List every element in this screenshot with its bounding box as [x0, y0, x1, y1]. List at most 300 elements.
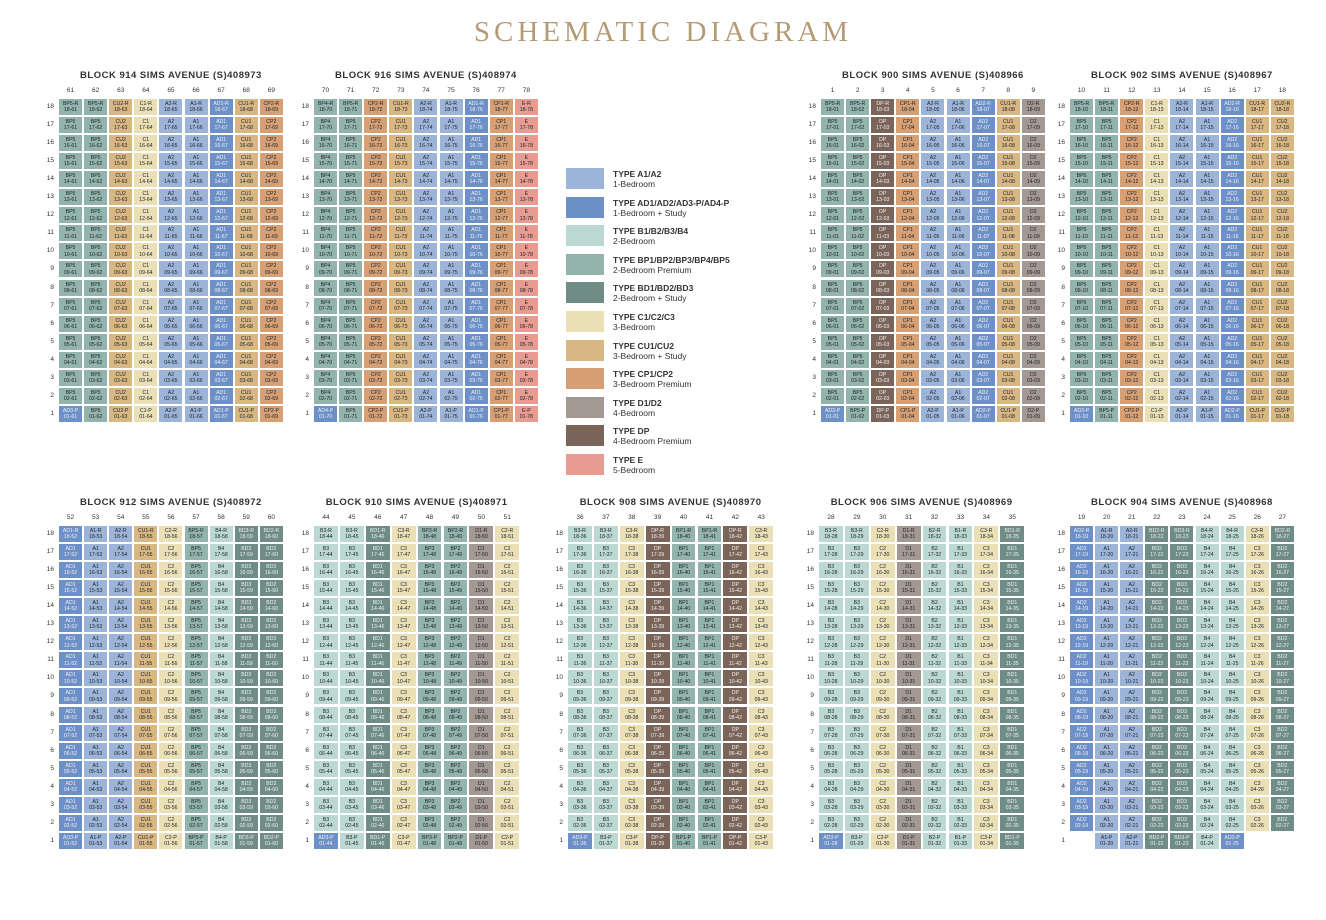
- unit-cell: BP1 16-40: [671, 561, 697, 579]
- unit-cell: A1 08-20: [1094, 706, 1119, 724]
- unit-cell: A2 04-74: [413, 351, 438, 369]
- unit-cell: C3 16-47: [391, 561, 417, 579]
- unit-cell: D2 15-09: [1021, 152, 1046, 170]
- unit-cell: C2 16-51: [494, 561, 520, 579]
- unit-cell: C2-P 01-51: [494, 832, 520, 850]
- unit-cell: D1 14-31: [896, 597, 922, 615]
- unit-cell: B3 07-29: [844, 724, 870, 742]
- unit-cell: BP5 13-71: [338, 188, 363, 206]
- unit-cell: B3 08-44: [313, 706, 339, 724]
- unit-stack-number: 2: [855, 87, 860, 94]
- unit-cell: B3 16-45: [339, 561, 365, 579]
- unit-cell: B4 15-24: [1195, 579, 1220, 597]
- floor-label: 15: [46, 584, 54, 592]
- unit-cell: E 03-78: [514, 369, 539, 387]
- unit-cell: BD1 06-35: [999, 742, 1025, 760]
- unit-cell: BP3 13-48: [417, 615, 443, 633]
- unit-cell: AD1 07-76: [464, 297, 489, 315]
- unit-cell: A2-R 18-14: [1169, 98, 1194, 116]
- unit-cell: CU1 06-17: [1245, 315, 1270, 333]
- unit-cell: AD2 11-07: [971, 224, 996, 242]
- unit-cell: C3 16-34: [973, 561, 999, 579]
- unit-cell: A2 09-14: [1169, 260, 1194, 278]
- unit-cell: B2 07-32: [922, 724, 948, 742]
- unit-stack-number: 8: [1006, 87, 1011, 94]
- unit-cell: BP1 06-41: [697, 742, 723, 760]
- unit-cell: BP3 03-48: [417, 796, 443, 814]
- floor-label: 12: [1057, 211, 1065, 219]
- floor-label: 3: [810, 800, 814, 808]
- unit-cell: CP1 11-04: [895, 224, 920, 242]
- floor-label: 4: [305, 782, 309, 790]
- unit-cell: B4 08-24: [1195, 706, 1220, 724]
- floor-label: 2: [810, 818, 814, 826]
- unit-cell: BD2 16-22: [1144, 561, 1169, 579]
- unit-cell: A2 02-14: [1169, 387, 1194, 405]
- floor-label: 18: [808, 103, 816, 110]
- floor-label: 2: [1061, 818, 1065, 826]
- unit-cell: BP3 08-48: [417, 706, 443, 724]
- unit-cell: A1 07-53: [83, 724, 108, 742]
- legend-swatch: [566, 254, 604, 275]
- legend-description: 3-Bedroom Premium: [613, 379, 692, 390]
- unit-cell: CP1 17-04: [895, 116, 920, 134]
- unit-cell: B3 02-28: [818, 814, 844, 832]
- unit-cell: CU1 08-55: [133, 706, 158, 724]
- unit-cell: E 12-78: [514, 206, 539, 224]
- unit-cell: AD1 16-76: [464, 134, 489, 152]
- unit-cell: BD3 05-59: [234, 760, 259, 778]
- floor-label: 10: [808, 247, 816, 255]
- unit-cell: BP5 17-62: [83, 116, 108, 134]
- unit-cell: CP2 11-69: [259, 224, 284, 242]
- unit-stack-number: 55: [142, 514, 150, 521]
- unit-cell: B3 09-36: [567, 687, 593, 705]
- unit-cell: B4-R 18-24: [1195, 525, 1220, 543]
- unit-cell: BP5 03-10: [1069, 369, 1094, 387]
- unit-cell: BP1 10-40: [671, 669, 697, 687]
- unit-cell: DP 14-39: [645, 597, 671, 615]
- unit-cell: C2 13-51: [494, 615, 520, 633]
- unit-cell: A2 10-21: [1119, 669, 1144, 687]
- unit-cell: C1 06-13: [1144, 315, 1169, 333]
- unit-cell: A2 15-54: [108, 579, 133, 597]
- unit-cell: C2 04-51: [494, 778, 520, 796]
- legend-description: 4-Bedroom: [613, 407, 656, 418]
- unit-cell: B3 09-28: [818, 687, 844, 705]
- unit-cell: C2 12-30: [870, 633, 896, 651]
- unit-cell: C3 07-43: [748, 724, 774, 742]
- unit-cell: B4 05-58: [209, 760, 234, 778]
- floor-label: 9: [1061, 692, 1065, 700]
- unit-cell: BD2 11-60: [259, 651, 284, 669]
- unit-cell: B4 09-25: [1220, 687, 1245, 705]
- unit-cell: BD3 14-23: [1169, 597, 1194, 615]
- unit-cell: CU1 14-68: [234, 170, 259, 188]
- unit-cell: C2 06-56: [158, 742, 183, 760]
- unit-cell: C3 13-38: [619, 615, 645, 633]
- floor-label: 3: [305, 373, 309, 381]
- unit-cell: C1 05-13: [1144, 333, 1169, 351]
- legend-type: TYPE C1/C2/C3: [613, 312, 675, 322]
- unit-cell: CU2 10-18: [1270, 242, 1295, 260]
- unit-cell: C2 15-30: [870, 579, 896, 597]
- unit-cell: BP5 10-71: [338, 242, 363, 260]
- unit-cell: B2 06-32: [922, 742, 948, 760]
- unit-cell: C1 11-13: [1144, 224, 1169, 242]
- unit-cell: A1 08-53: [83, 706, 108, 724]
- unit-cell: BD2 14-22: [1144, 597, 1169, 615]
- unit-cell: B4 12-24: [1195, 633, 1220, 651]
- unit-cell: D2 08-09: [1021, 279, 1046, 297]
- unit-cell: B3 04-36: [567, 778, 593, 796]
- unit-cell: DP 05-03: [870, 333, 895, 351]
- unit-cell: AD4-P 01-70: [313, 405, 338, 423]
- floor-label: 9: [305, 692, 309, 700]
- unit-cell: D2 14-09: [1021, 170, 1046, 188]
- unit-cell: C3 11-26: [1245, 651, 1270, 669]
- unit-cell: BD1 07-46: [365, 724, 391, 742]
- unit-cell: DP-P 01-03: [870, 405, 895, 423]
- unit-cell: BP5 17-61: [58, 116, 83, 134]
- unit-cell: DP 03-03: [870, 369, 895, 387]
- unit-cell: A1 10-15: [1195, 242, 1220, 260]
- unit-cell: C1 03-13: [1144, 369, 1169, 387]
- floor-label: 14: [1057, 175, 1065, 183]
- unit-cell: BP5-R 18-10: [1069, 98, 1094, 116]
- unit-cell: BD3 16-59: [234, 561, 259, 579]
- unit-cell: AD1 09-67: [209, 260, 234, 278]
- unit-cell: CU1 12-17: [1245, 206, 1270, 224]
- unit-cell: A1 17-20: [1094, 543, 1119, 561]
- unit-cell: CP2 12-69: [259, 206, 284, 224]
- unit-cell: BD3 11-23: [1169, 651, 1194, 669]
- unit-cell: BP5 03-62: [83, 369, 108, 387]
- unit-cell: A2 13-74: [413, 188, 438, 206]
- unit-cell: BD2 10-22: [1144, 669, 1169, 687]
- unit-cell: CU1 12-55: [133, 633, 158, 651]
- unit-cell: AD2 09-19: [1069, 687, 1094, 705]
- unit-cell: BP3 11-48: [417, 651, 443, 669]
- unit-cell: B2 10-32: [922, 669, 948, 687]
- page-title: SCHEMATIC DIAGRAM: [473, 16, 853, 48]
- unit-cell: C3 17-43: [748, 543, 774, 561]
- unit-cell: BP1 15-40: [671, 579, 697, 597]
- floor-label: 12: [46, 638, 54, 646]
- unit-cell: B3 04-29: [844, 778, 870, 796]
- unit-cell: A1 14-66: [184, 170, 209, 188]
- unit-cell: CP2 07-72: [363, 297, 388, 315]
- floor-label: 15: [1057, 157, 1065, 165]
- unit-cell: BP1 09-41: [697, 687, 723, 705]
- unit-cell: BD2 09-27: [1270, 687, 1295, 705]
- unit-cell: AD3-P 01-01: [820, 405, 845, 423]
- unit-cell: B3 13-45: [339, 615, 365, 633]
- unit-cell: C3 09-47: [391, 687, 417, 705]
- block-plan: [46, 70, 284, 423]
- unit-cell: C3-R 18-43: [748, 525, 774, 543]
- unit-cell: BD1 05-35: [999, 760, 1025, 778]
- unit-cell: B4 10-58: [209, 669, 234, 687]
- unit-stack-number: 47: [400, 514, 408, 521]
- unit-cell: B4 03-58: [209, 796, 234, 814]
- unit-cell: B4 16-25: [1220, 561, 1245, 579]
- unit-cell: AD1 08-76: [464, 279, 489, 297]
- unit-cell: BD3-R 18-59: [234, 525, 259, 543]
- unit-cell: B3-R 18-29: [844, 525, 870, 543]
- unit-cell: CU1 08-17: [1245, 279, 1270, 297]
- unit-stack-number: 71: [347, 87, 355, 94]
- unit-stack-number: 44: [322, 514, 330, 521]
- unit-cell: BP5 06-62: [83, 315, 108, 333]
- unit-cell: AD1 14-76: [464, 170, 489, 188]
- unit-cell: C3 09-43: [748, 687, 774, 705]
- unit-cell: C3 15-43: [748, 579, 774, 597]
- unit-stack-number: 41: [705, 514, 714, 521]
- unit-cell: A2 17-74: [413, 116, 438, 134]
- unit-cell: B3 07-37: [593, 724, 619, 742]
- unit-cell: A2-P 01-05: [920, 405, 945, 423]
- unit-cell: A1 12-20: [1094, 633, 1119, 651]
- unit-cell: BD2 03-22: [1144, 796, 1169, 814]
- unit-cell: CU1 03-08: [996, 369, 1021, 387]
- unit-stack-number: 52: [66, 514, 75, 521]
- unit-cell: B3-P 01-37: [593, 832, 619, 850]
- unit-cell: C1 16-13: [1144, 134, 1169, 152]
- unit-cell: DP 11-42: [722, 651, 748, 669]
- unit-cell: C2 08-30: [870, 706, 896, 724]
- unit-cell: B3 17-36: [567, 543, 593, 561]
- floor-label: 3: [50, 373, 54, 381]
- unit-cell: E 02-78: [514, 387, 539, 405]
- unit-cell: B2 08-32: [922, 706, 948, 724]
- unit-cell: B1 07-33: [948, 724, 974, 742]
- unit-cell: C1 07-64: [133, 297, 158, 315]
- unit-cell: D1 04-31: [896, 778, 922, 796]
- unit-cell: A2 15-05: [920, 152, 945, 170]
- block-title: BLOCK 900 SIMS AVENUE (S)408966: [842, 70, 1024, 81]
- unit-cell: B3 03-37: [593, 796, 619, 814]
- unit-cell: A2 12-74: [413, 206, 438, 224]
- floor-label: 5: [50, 337, 54, 345]
- unit-cell: A1-P 01-20: [1094, 832, 1119, 850]
- unit-cell: AD1 06-67: [209, 315, 234, 333]
- unit-cell: BP5 13-62: [83, 188, 108, 206]
- unit-cell: A1-R 18-66: [184, 98, 209, 116]
- unit-cell: CU1 11-73: [388, 224, 413, 242]
- unit-cell: B4 12-58: [209, 633, 234, 651]
- unit-cell: B3 14-29: [844, 597, 870, 615]
- unit-cell: B2 14-32: [922, 597, 948, 615]
- floor-label: 10: [301, 674, 309, 682]
- unit-cell: A2 02-54: [108, 814, 133, 832]
- floor-label: 14: [46, 602, 54, 610]
- unit-cell: CP2 03-72: [363, 369, 388, 387]
- unit-stack-number: 5: [931, 87, 935, 94]
- unit-cell: A1 02-53: [83, 814, 108, 832]
- unit-cell: AD2 12-16: [1220, 206, 1245, 224]
- unit-cell: CP2 04-72: [363, 351, 388, 369]
- unit-cell: BP5 07-61: [58, 297, 83, 315]
- unit-cell: D1 15-50: [468, 579, 494, 597]
- unit-cell: B1 14-33: [948, 597, 974, 615]
- unit-cell: C2 09-30: [870, 687, 896, 705]
- unit-cell: B4 02-24: [1195, 814, 1220, 832]
- unit-cell: B3 05-29: [844, 760, 870, 778]
- unit-cell: C2 07-56: [158, 724, 183, 742]
- unit-cell: BD2 13-27: [1270, 615, 1295, 633]
- unit-cell: B3 11-37: [593, 651, 619, 669]
- unit-cell: D1 11-31: [896, 651, 922, 669]
- unit-cell: CP2-P 01-72: [363, 405, 388, 423]
- unit-cell: DP 14-42: [722, 597, 748, 615]
- unit-cell: B3 12-37: [593, 633, 619, 651]
- unit-cell: BD2 05-22: [1144, 760, 1169, 778]
- floor-label: 14: [46, 175, 54, 183]
- unit-cell: B4 05-25: [1220, 760, 1245, 778]
- unit-cell: BP5 12-62: [83, 206, 108, 224]
- unit-cell: CU1 14-08: [996, 170, 1021, 188]
- unit-cell: BD2 17-60: [259, 543, 284, 561]
- unit-cell: A1 09-66: [184, 260, 209, 278]
- unit-cell: CU1 02-08: [996, 387, 1021, 405]
- unit-cell: B3 04-44: [313, 778, 339, 796]
- unit-cell: A1 13-15: [1195, 188, 1220, 206]
- unit-cell: DP 11-39: [645, 651, 671, 669]
- unit-cell: CU2 06-63: [108, 315, 133, 333]
- unit-cell: BP1 08-41: [697, 706, 723, 724]
- unit-cell: D1 02-31: [896, 814, 922, 832]
- unit-cell: A2 05-14: [1169, 333, 1194, 351]
- unit-cell: AD2 08-19: [1069, 706, 1094, 724]
- unit-cell: CP2-P 01-69: [259, 405, 284, 423]
- unit-cell: BP5 06-10: [1069, 315, 1094, 333]
- unit-cell: DP 09-42: [722, 687, 748, 705]
- floor-label: 4: [50, 782, 54, 790]
- unit-cell: CP2 09-72: [363, 260, 388, 278]
- unit-cell: A1 10-66: [184, 242, 209, 260]
- unit-cell: BP5 10-11: [1094, 242, 1119, 260]
- unit-cell: BP5 05-62: [83, 333, 108, 351]
- unit-cell: CP1 12-77: [489, 206, 514, 224]
- unit-cell: DP 09-03: [870, 260, 895, 278]
- unit-cell: D2 12-09: [1021, 206, 1046, 224]
- unit-cell: B2 12-32: [922, 633, 948, 651]
- unit-cell: DP 04-39: [645, 778, 671, 796]
- unit-cell: BD2 08-27: [1270, 706, 1295, 724]
- unit-cell: CU2 11-18: [1270, 224, 1295, 242]
- unit-cell: E 10-78: [514, 242, 539, 260]
- unit-cell: A1 09-15: [1195, 260, 1220, 278]
- unit-cell: C1 09-13: [1144, 260, 1169, 278]
- unit-cell: BP5 16-57: [184, 561, 209, 579]
- unit-cell: BD1 07-35: [999, 724, 1025, 742]
- unit-cell: AD2 13-19: [1069, 615, 1094, 633]
- unit-cell: CP2 09-69: [259, 260, 284, 278]
- unit-cell: A2 12-14: [1169, 206, 1194, 224]
- unit-cell: AD2 15-07: [971, 152, 996, 170]
- unit-cell: B4 13-25: [1220, 615, 1245, 633]
- unit-cell: BP5-R 18-01: [820, 98, 845, 116]
- unit-cell: DP 14-03: [870, 170, 895, 188]
- floor-label: 5: [305, 764, 309, 772]
- legend-type: TYPE A1/A2: [613, 169, 662, 179]
- unit-cell: C2 06-51: [494, 742, 520, 760]
- unit-cell: A1 11-15: [1195, 224, 1220, 242]
- floor-label: 11: [47, 656, 54, 664]
- floor-label: 6: [1061, 746, 1065, 754]
- unit-cell: A2 06-21: [1119, 742, 1144, 760]
- unit-cell: BP5 16-11: [1094, 134, 1119, 152]
- unit-cell: DP 17-42: [722, 543, 748, 561]
- unit-cell: A2 07-21: [1119, 724, 1144, 742]
- unit-cell: BP5-P 01-11: [1094, 405, 1119, 423]
- unit-cell: CP2 11-72: [363, 224, 388, 242]
- floor-label: 13: [808, 193, 816, 201]
- unit-cell: BP5 02-10: [1069, 387, 1094, 405]
- unit-cell: BP2 17-49: [443, 543, 469, 561]
- unit-cell: B3 09-44: [313, 687, 339, 705]
- unit-cell: AD1 10-76: [464, 242, 489, 260]
- unit-cell: CP2 07-12: [1119, 297, 1144, 315]
- unit-cell: BP2 10-49: [443, 669, 469, 687]
- unit-cell: BP5 01-62: [83, 405, 108, 423]
- unit-stack-number: 3: [880, 87, 885, 94]
- unit-cell: AD2 06-07: [971, 315, 996, 333]
- unit-cell: D2 09-09: [1021, 260, 1046, 278]
- unit-cell: BP5 08-62: [83, 279, 108, 297]
- unit-cell: B4 09-24: [1195, 687, 1220, 705]
- unit-cell: BP5 13-01: [820, 188, 845, 206]
- unit-cell: BD2 04-27: [1270, 778, 1295, 796]
- unit-stack-number: 78: [522, 87, 530, 94]
- unit-cell: CP2 06-69: [259, 315, 284, 333]
- unit-cell: A2 11-21: [1119, 651, 1144, 669]
- block-plan: [1057, 497, 1295, 850]
- unit-stack-number: 51: [503, 514, 511, 521]
- floor-label: 16: [301, 566, 309, 574]
- unit-cell: B1 17-33: [948, 543, 974, 561]
- unit-cell: B3 14-45: [339, 597, 365, 615]
- unit-cell: C2 02-51: [494, 814, 520, 832]
- unit-cell: C1 09-64: [133, 260, 158, 278]
- unit-cell: A2 09-65: [158, 260, 183, 278]
- unit-cell: A2 07-14: [1169, 297, 1194, 315]
- unit-cell: C2 10-51: [494, 669, 520, 687]
- unit-cell: CU1 04-08: [996, 351, 1021, 369]
- floor-label: 8: [50, 283, 54, 291]
- unit-cell: AD1 13-67: [209, 188, 234, 206]
- unit-cell: BD1 02-46: [365, 814, 391, 832]
- unit-cell: B3-P 01-29: [844, 832, 870, 850]
- unit-stack-number: 45: [348, 514, 356, 521]
- unit-cell: BD3 02-23: [1169, 814, 1194, 832]
- unit-cell: B4 06-58: [209, 742, 234, 760]
- unit-cell: BP5 12-71: [338, 206, 363, 224]
- unit-cell: BD1 17-35: [999, 543, 1025, 561]
- unit-cell: BP5 07-62: [83, 297, 108, 315]
- unit-cell: D1 08-50: [468, 706, 494, 724]
- unit-cell: D1 14-50: [468, 597, 494, 615]
- legend-swatch: [566, 168, 604, 189]
- floor-label: 2: [50, 818, 54, 826]
- unit-cell: B3 10-37: [593, 669, 619, 687]
- unit-cell: BD3 16-23: [1169, 561, 1194, 579]
- floor-label: 13: [555, 620, 563, 628]
- unit-cell: BD2 12-22: [1144, 633, 1169, 651]
- unit-cell: CP1 07-04: [895, 297, 920, 315]
- unit-cell: BP5 14-11: [1094, 170, 1119, 188]
